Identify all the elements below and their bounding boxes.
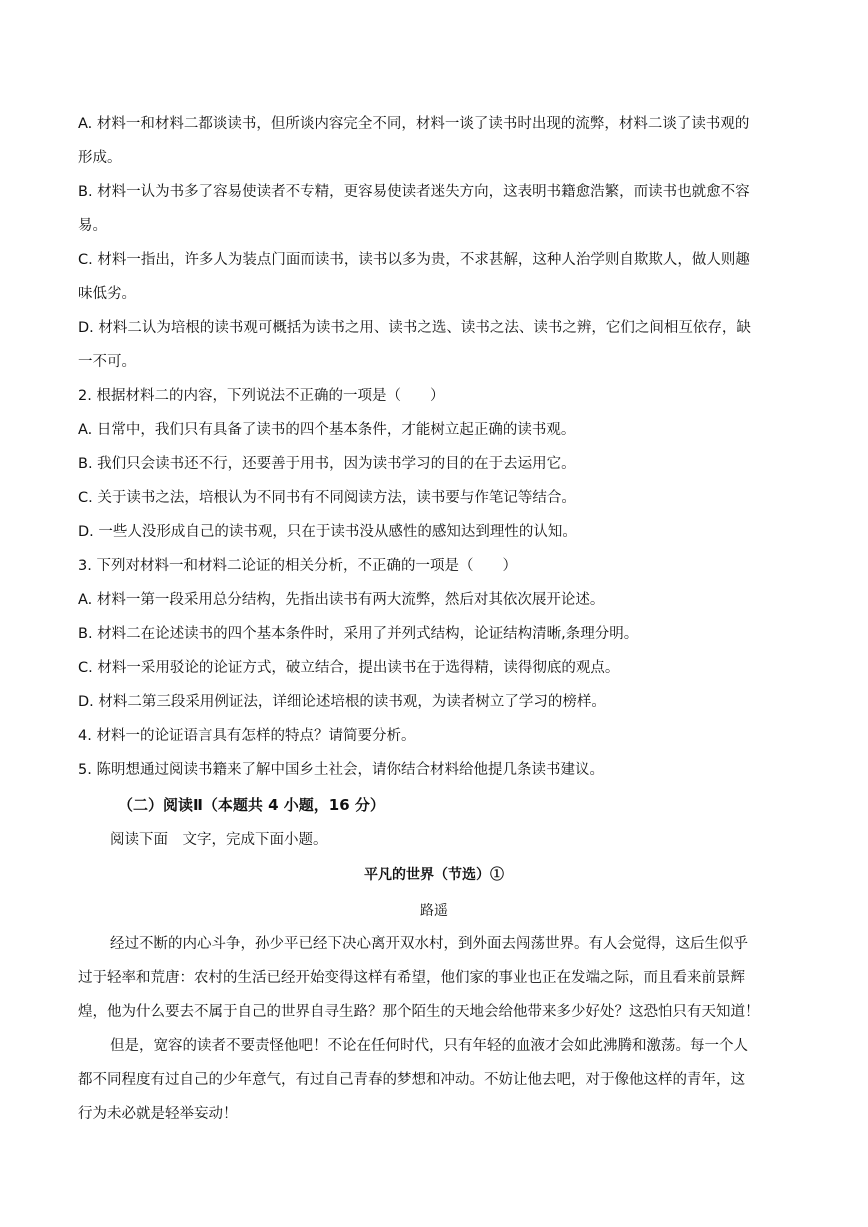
q1-option-d-line2: 一不可。 bbox=[78, 354, 136, 370]
section2-heading: （二）阅读Ⅱ（本题共 4 小题，16 分） bbox=[118, 796, 385, 814]
q2-option-c: C. 关于读书之法，培根认为不同书有不同阅读方法，读书要与作笔记等结合。 bbox=[78, 490, 576, 506]
passage-title: 平凡的世界（节选）① bbox=[364, 867, 504, 883]
q3-option-b: B. 材料二在论述读书的四个基本条件时，采用了并列式结构，论证结构清晰,条理分明。 bbox=[78, 626, 639, 642]
passage-p2-line3: 行为未必就是轻举妄动！ bbox=[78, 1106, 238, 1122]
q1-option-a-line1: A. 材料一和材料二都谈读书，但所谈内容完全不同，材料一谈了读书时出现的流弊，材料二谈了读书观的 bbox=[78, 116, 750, 132]
q3-option-a: A. 材料一第一段采用总分结构，先指出读书有两大流弊，然后对其依次展开论述。 bbox=[78, 592, 605, 608]
q1-option-d-line1: D. 材料二认为培根的读书观可概括为读书之用、读书之选、读书之法、读书之辨，它们之间相互依存，缺 bbox=[78, 320, 751, 336]
q2-stem: 2. 根据材料二的内容，下列说法不正确的一项是（ ） bbox=[78, 388, 445, 404]
q2-option-d: D. 一些人没形成自己的读书观，只在于读书没从感性的感知达到理性的认知。 bbox=[78, 524, 577, 540]
q5-stem: 5. 陈明想通过阅读书籍来了解中国乡土社会，请你结合材料给他提几条读书建议。 bbox=[78, 762, 604, 778]
q3-option-d: D. 材料二第三段采用例证法，详细论述培根的读书观，为读者树立了学习的榜样。 bbox=[78, 694, 606, 710]
passage-author: 路遥 bbox=[420, 903, 448, 919]
q2-option-b: B. 我们只会读书还不行，还要善于用书，因为读书学习的目的在于去运用它。 bbox=[78, 456, 576, 472]
q2-option-a: A. 日常中，我们只有具备了读书的四个基本条件，才能树立起正确的读书观。 bbox=[78, 422, 576, 438]
q4-stem: 4. 材料一的论证语言具有怎样的特点？请简要分析。 bbox=[78, 728, 416, 744]
section2-intro: 阅读下面 文字，完成下面小题。 bbox=[110, 832, 328, 848]
q3-stem: 3. 下列对材料一和材料二论证的相关分析，不正确的一项是（ ） bbox=[78, 558, 517, 574]
passage-p2-line2: 都不同程度有过自己的少年意气，有过自己青春的梦想和冲动。不妨让他去吧，对于像他这样的青年，这 bbox=[78, 1072, 745, 1088]
q1-option-b-line1: B. 材料一认为书多了容易使读者不专精，更容易使读者迷失方向，这表明书籍愈浩繁，而读书也就愈不容 bbox=[78, 184, 750, 200]
passage-p1-line2: 过于轻率和荒唐：农村的生活已经开始变得这样有希望，他们家的事业也正在发端之际，而且看来前景辉 bbox=[78, 970, 745, 986]
q1-option-b-line2: 易。 bbox=[78, 218, 107, 234]
q1-option-c-line2: 味低劣。 bbox=[78, 286, 136, 302]
q1-option-c-line1: C. 材料一指出，许多人为装点门面而读书，读书以多为贵，不求甚解，这种人治学则自欺欺人，做人则趣 bbox=[78, 252, 750, 268]
q1-option-a-line2: 形成。 bbox=[78, 150, 122, 166]
passage-p1-line3: 煌，他为什么要去不属于自己的世界自寻生路？那个陌生的天地会给他带来多少好处？这恐怕只有天知道！ bbox=[78, 1004, 760, 1020]
passage-p1-line1: 经过不断的内心斗争，孙少平已经下决心离开双水村，到外面去闯荡世界。有人会觉得，这后生似乎 bbox=[110, 936, 748, 952]
q3-option-c: C. 材料一采用驳论的论证方式，破立结合，提出读书在于选得精，读得彻底的观点。 bbox=[78, 660, 620, 676]
passage-p2-line1: 但是，宽容的读者不要责怪他吧！不论在任何时代，只有年轻的血液才会如此沸腾和激荡。每一个人 bbox=[110, 1038, 748, 1054]
